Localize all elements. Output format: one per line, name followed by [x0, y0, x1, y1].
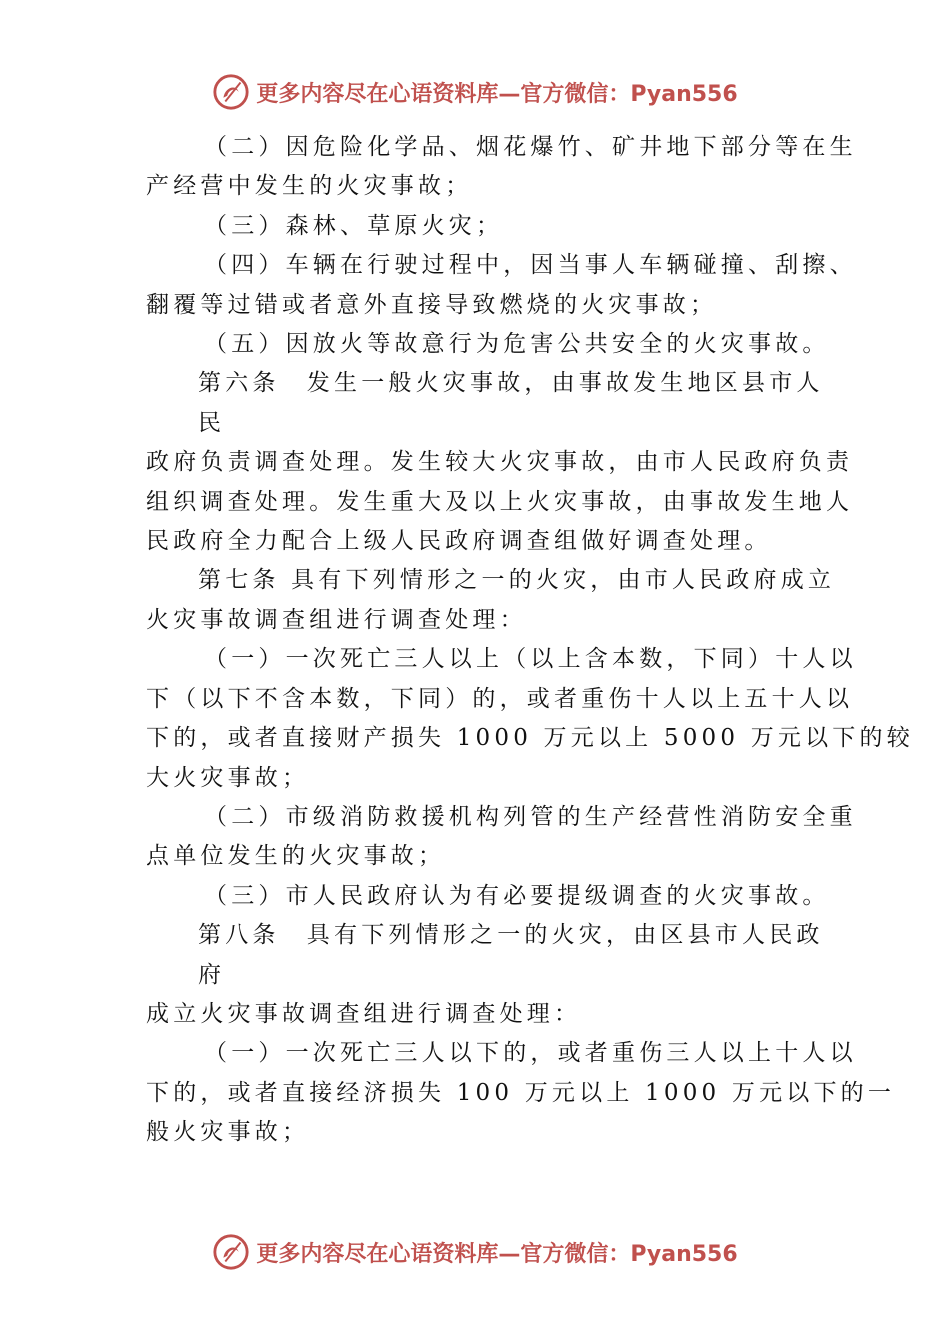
- text-line: （二）市级消防救援机构列管的生产经营性消防安全重: [204, 803, 857, 830]
- text-line: 般火灾事故；: [146, 1119, 310, 1146]
- text-line: 火灾事故调查组进行调查处理：: [146, 606, 527, 633]
- article-heading-line: 第六条 发生一般火灾事故，由事故发生地区县市人: [198, 370, 824, 397]
- rose-logo-icon: [212, 1233, 250, 1271]
- text-line: 下（以下不含本数，下同）的，或者重伤十人以上五十人以: [146, 685, 854, 712]
- banner-text: 更多内容尽在心语资料库—官方微信：Pyan556: [256, 81, 738, 107]
- article-heading-line: 第八条 具有下列情形之一的火灾，由区县市人民政: [198, 922, 824, 949]
- text-line: 府: [198, 961, 226, 988]
- document-body: [146, 128, 914, 1153]
- text-line: （三）市人民政府认为有必要提级调查的火灾事故。: [204, 882, 830, 909]
- banner-text: 更多内容尽在心语资料库—官方微信：Pyan556: [256, 1241, 738, 1267]
- text-line: 成立火灾事故调查组进行调查处理：: [146, 1000, 582, 1027]
- text-line: （四）车辆在行驶过程中，因当事人车辆碰撞、刮擦、: [204, 252, 857, 279]
- header-banner: [0, 70, 950, 114]
- text-line: （三）森林、草原火灾；: [204, 212, 504, 239]
- text-line: 翻覆等过错或者意外直接导致燃烧的火灾事故；: [146, 291, 718, 318]
- text-line: （一）一次死亡三人以上（以上含本数，下同）十人以: [204, 646, 857, 673]
- rose-logo-icon: [212, 73, 250, 111]
- text-line: （一）一次死亡三人以下的，或者重伤三人以上十人以: [204, 1040, 857, 1067]
- text-line: 下的，或者直接财产损失 1000 万元以上 5000 万元以下的较: [146, 725, 914, 752]
- text-line: （五）因放火等故意行为危害公共安全的火灾事故。: [204, 331, 830, 358]
- text-line: 下的，或者直接经济损失 100 万元以上 1000 万元以下的一: [146, 1079, 896, 1106]
- text-line: （二）因危险化学品、烟花爆竹、矿井地下部分等在生: [204, 134, 857, 160]
- article-heading-line: 第七条 具有下列情形之一的火灾，由市人民政府成立: [198, 567, 836, 594]
- text-line: 点单位发生的火灾事故；: [146, 843, 446, 870]
- text-line: 民: [198, 409, 226, 436]
- footer-banner: [0, 1230, 950, 1274]
- text-line: 大火灾事故；: [146, 764, 310, 791]
- text-line: 政府负责调查处理。发生较大火灾事故，由市人民政府负责: [146, 449, 854, 476]
- text-line: 民政府全力配合上级人民政府调查组做好调查处理。: [146, 528, 772, 555]
- text-line: 产经营中发生的火灾事故；: [146, 173, 473, 200]
- text-line: 组织调查处理。发生重大及以上火灾事故，由事故发生地人: [146, 488, 854, 515]
